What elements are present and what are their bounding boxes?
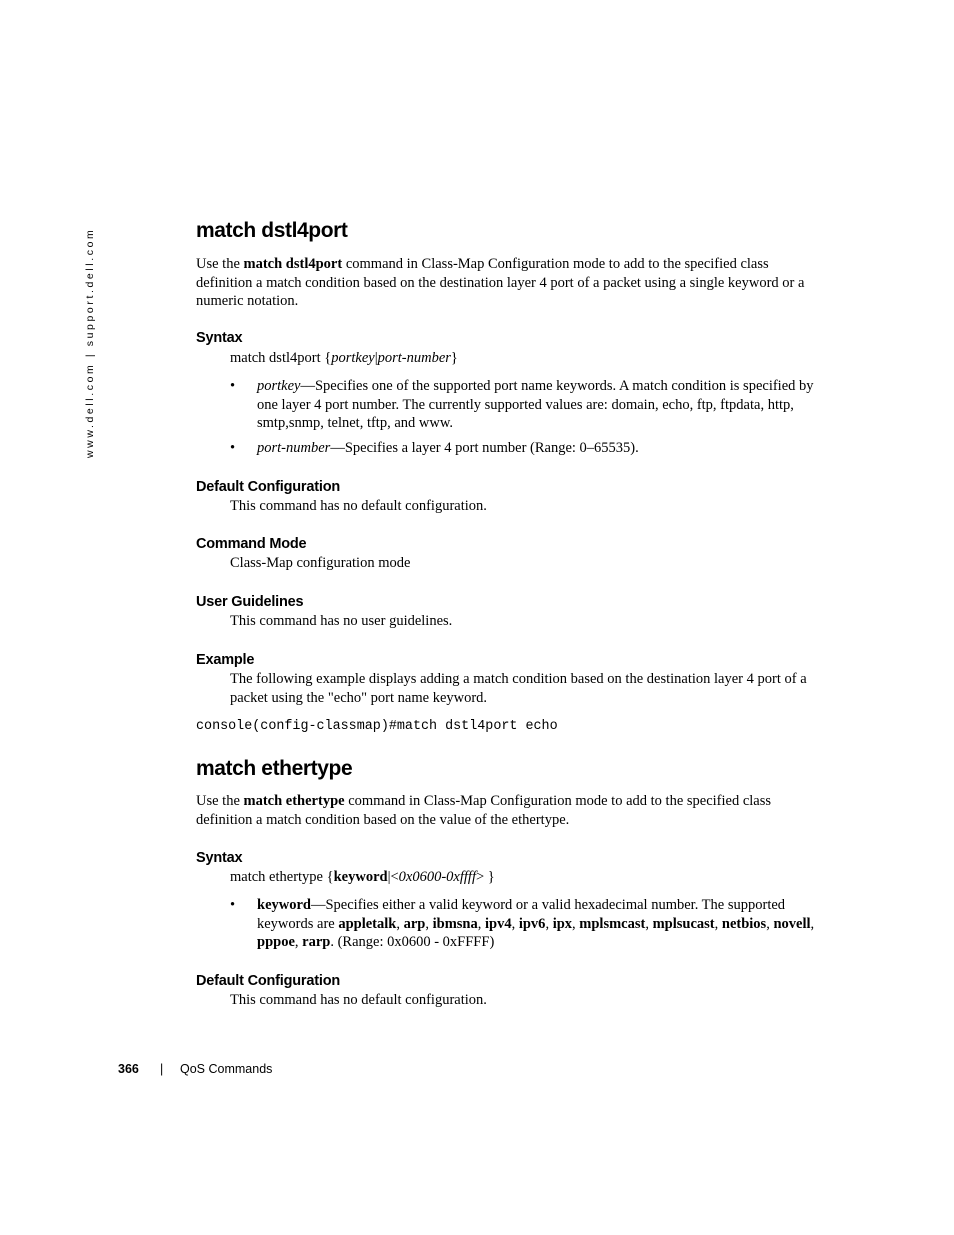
bullet-port-number (257, 439, 817, 458)
bullet-text: —Specifies one of the supported port name keywords. A match condition is specified by one layer 4 port number. The currently supported values are: domain, echo, ftp, ftpdata, http, smtp,snmp, telnet, tftp, and www. (257, 378, 814, 432)
syntax-keyword: keyword (333, 869, 388, 885)
user-guidelines-text: This command has no user guidelines. (230, 613, 453, 629)
default-config-heading: Default Configuration (196, 479, 341, 495)
example-text: The following example displays adding a match condition based on the destination layer 4 port of a packet using the "echo" port name keyword. (230, 671, 807, 706)
bullet-icon: • (230, 378, 236, 394)
bullet-keyword: keyword—Specifies either a valid keyword or a valid hexadecimal number. The supported keywords are appletalk, arp, ibmsna, ipv4, ipv6, ipx, mplsmcast, mplsucast, netbios, novell, pppoe, rarp. (Range: 0x0600 - 0xFFFF) (257, 897, 815, 951)
syntax-separator: |< (387, 869, 399, 885)
footer-separator: | (160, 1062, 164, 1076)
intro-text-end: command in Class-Map Configuration mode to add to the specified class definition a match condition based on the destination layer 4 port of a packet using a single keyword or a numeric notation. (196, 256, 805, 310)
keyword-item: ibmsna (432, 915, 478, 932)
syntax-arg-port-number: port-number (377, 350, 451, 366)
section-title-match-dstl4port: match dstl4port (196, 219, 348, 242)
bullet-portkey (257, 377, 817, 433)
intro-paragraph-ethertype (196, 792, 821, 829)
intro-text-start: Use the (196, 256, 244, 272)
page-number: 366 (118, 1062, 139, 1076)
syntax-command: match ethertype (230, 869, 323, 885)
keyword-item: ipv6 (518, 915, 546, 932)
syntax-brace-close: > } (476, 869, 495, 885)
default-config-text: This command has no default configuration. (230, 498, 487, 514)
syntax-heading: Syntax (196, 850, 243, 866)
bullet-icon: • (230, 440, 236, 456)
bullet-term: portkey (257, 378, 301, 394)
syntax-line (230, 868, 820, 887)
keyword-item: mplsmcast (579, 915, 646, 932)
footer-section: QoS Commands (180, 1062, 273, 1076)
keyword-item: ipv4 (485, 915, 512, 932)
example-heading: Example (196, 652, 255, 668)
command-mode-heading: Command Mode (196, 536, 307, 552)
page-footer (118, 1062, 273, 1076)
intro-paragraph-dstl4port (196, 255, 821, 311)
example-code: console(config-classmap)#match dstl4port echo (196, 719, 558, 734)
keyword-item: rarp (302, 934, 331, 951)
syntax-heading: Syntax (196, 330, 243, 346)
syntax-arg-portkey: portkey (331, 350, 375, 366)
keyword-item: novell (773, 915, 811, 932)
keyword-item: pppoe (257, 934, 295, 951)
bullet-text: —Specifies a layer 4 port number (Range: 0–65535). (330, 440, 639, 456)
keyword-item: ipx (552, 915, 573, 932)
syntax-command: match dstl4port (230, 350, 321, 366)
bullet-icon: • (230, 897, 236, 913)
syntax-brace-open: { (323, 869, 334, 885)
intro-text-start: Use the (196, 793, 244, 809)
keyword-item: netbios (721, 915, 767, 932)
side-url: www.dell.com | support.dell.com (84, 227, 96, 458)
keyword-item: mplsucast (652, 915, 715, 932)
syntax-bar: | (374, 350, 378, 366)
syntax-line (230, 349, 820, 368)
keyword-item: appletalk (338, 915, 397, 932)
intro-command: match dstl4port (243, 256, 343, 272)
user-guidelines-heading: User Guidelines (196, 594, 304, 610)
section-title-match-ethertype: match ethertype (196, 757, 353, 780)
intro-text-end: command in Class-Map Configuration mode to add to the specified class definition a match condition based on the value of the ethertype. (196, 793, 772, 828)
default-config-heading: Default Configuration (196, 973, 341, 989)
syntax-brace-close: } (450, 350, 458, 366)
keyword-item: arp (403, 915, 426, 932)
bullet-term: port-number (257, 440, 331, 456)
bullet-term: keyword (257, 897, 311, 913)
intro-command: match ethertype (243, 793, 345, 809)
syntax-brace-open: { (320, 350, 332, 366)
syntax-range: 0x0600-0xffff (398, 869, 476, 885)
bullet-text: —Specifies either a valid keyword or a valid hexadecimal number. The supported keywords are (257, 897, 786, 932)
default-config-text: This command has no default configuration. (230, 992, 487, 1008)
bullet-text-end: . (Range: 0x0600 - 0xFFFF) (330, 934, 495, 951)
command-mode-text: Class-Map configuration mode (230, 555, 411, 571)
